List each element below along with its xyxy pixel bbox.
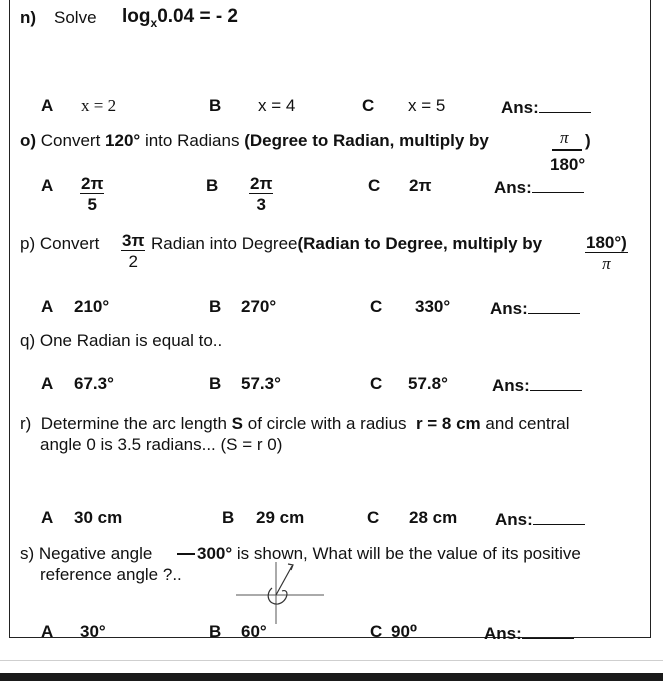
option-value-r-a: 30 cm xyxy=(74,508,123,527)
option-letter-r-b: B xyxy=(222,508,235,527)
question-line1-r: r) Determine the arc length S of circle with a radius r = 8 cm and central xyxy=(20,414,570,433)
answer-field-n: Ans: xyxy=(501,98,591,118)
option-letter-r-c: C xyxy=(367,508,380,527)
option-value-n-b: x = 4 xyxy=(258,96,296,115)
minus-sign xyxy=(177,553,195,555)
question-prefix-p: p) Convert xyxy=(20,234,100,253)
denominator-o: 180° xyxy=(550,155,586,174)
option-value-r-c: 28 cm xyxy=(409,508,458,527)
option-letter-o-c: C xyxy=(368,176,381,195)
option-value-r-b: 29 cm xyxy=(256,508,305,527)
question-text-o: o) Convert 120° into Radians (Degree to Radian, multiply by xyxy=(20,131,489,150)
question-text-q: q) One Radian is equal to.. xyxy=(20,331,223,350)
option-value-q-b: 57.3° xyxy=(241,374,281,393)
option-letter-q-b: B xyxy=(209,374,222,393)
frame-left-border xyxy=(9,0,10,638)
option-letter-o-b: B xyxy=(206,176,219,195)
rotation-arc xyxy=(268,588,287,604)
option-letter-p-c: C xyxy=(370,297,383,316)
answer-field-s: Ans: xyxy=(484,624,574,644)
question-line2-r: angle 0 is 3.5 radians... (S = r 0) xyxy=(40,435,283,454)
question-line2-s: reference angle ?.. xyxy=(40,565,182,584)
option-value-q-c: 57.8° xyxy=(408,374,448,393)
option-value-n-c: x = 5 xyxy=(408,96,446,115)
question-line1-s-end: 300° is shown, What will be the value of its positive xyxy=(197,544,581,563)
fraction-3pi-over-2: $\frac{3\pi}{2}$ xyxy=(122,231,145,271)
multiplier-fraction-p: $\frac{180^\circ)}{\pi}$ xyxy=(586,233,627,273)
option-letter-r-a: A xyxy=(41,508,54,527)
angle-diagram xyxy=(232,558,328,628)
answer-field-r: Ans: xyxy=(495,510,585,530)
question-text-p: Radian into Degree(Radian to Degree, multiply by xyxy=(151,234,543,253)
option-letter-s-a: A xyxy=(41,622,54,641)
answer-field-o: Ans: xyxy=(494,178,584,198)
option-value-n-a: x = 2 xyxy=(81,96,117,115)
option-value-o-a: $\frac{2\pi}{5}$ xyxy=(81,174,104,214)
option-value-s-b: 60° xyxy=(241,622,267,641)
footer-bar xyxy=(0,673,663,681)
option-value-q-a: 67.3° xyxy=(74,374,114,393)
option-value-p-c: 330° xyxy=(415,297,451,316)
fraction-bar-o xyxy=(552,149,582,151)
pi-numerator-o: π xyxy=(560,128,569,147)
option-value-s-c: 90⁰ xyxy=(391,622,418,641)
option-value-s-a: 30° xyxy=(80,622,106,641)
option-letter-s-b: B xyxy=(209,622,222,641)
answer-field-p: Ans: xyxy=(490,299,580,319)
option-value-o-b: $\frac{2\pi}{3}$ xyxy=(250,174,273,214)
answer-field-q: Ans: xyxy=(492,376,582,396)
option-letter-n-c: C xyxy=(362,96,375,115)
option-letter-p-b: B xyxy=(209,297,222,316)
option-letter-q-c: C xyxy=(370,374,383,393)
option-value-p-b: 270° xyxy=(241,297,277,316)
option-letter-n-a: A xyxy=(41,96,54,115)
divider-line xyxy=(0,660,663,661)
close-paren-o: ) xyxy=(585,131,591,150)
question-text-n: Solve xyxy=(54,8,97,27)
question-label-n: n) xyxy=(20,8,37,27)
option-value-p-a: 210° xyxy=(74,297,110,316)
option-letter-q-a: A xyxy=(41,374,54,393)
question-line1-s-start: s) Negative angle xyxy=(20,544,153,563)
option-letter-o-a: A xyxy=(41,176,54,195)
option-letter-s-c: C xyxy=(370,622,383,641)
frame-right-border xyxy=(650,0,651,638)
option-letter-n-b: B xyxy=(209,96,222,115)
option-value-o-c: 2π xyxy=(409,176,432,195)
log-expression: $\log_x0.04$ = - 2 xyxy=(122,6,238,30)
option-letter-p-a: A xyxy=(41,297,54,316)
